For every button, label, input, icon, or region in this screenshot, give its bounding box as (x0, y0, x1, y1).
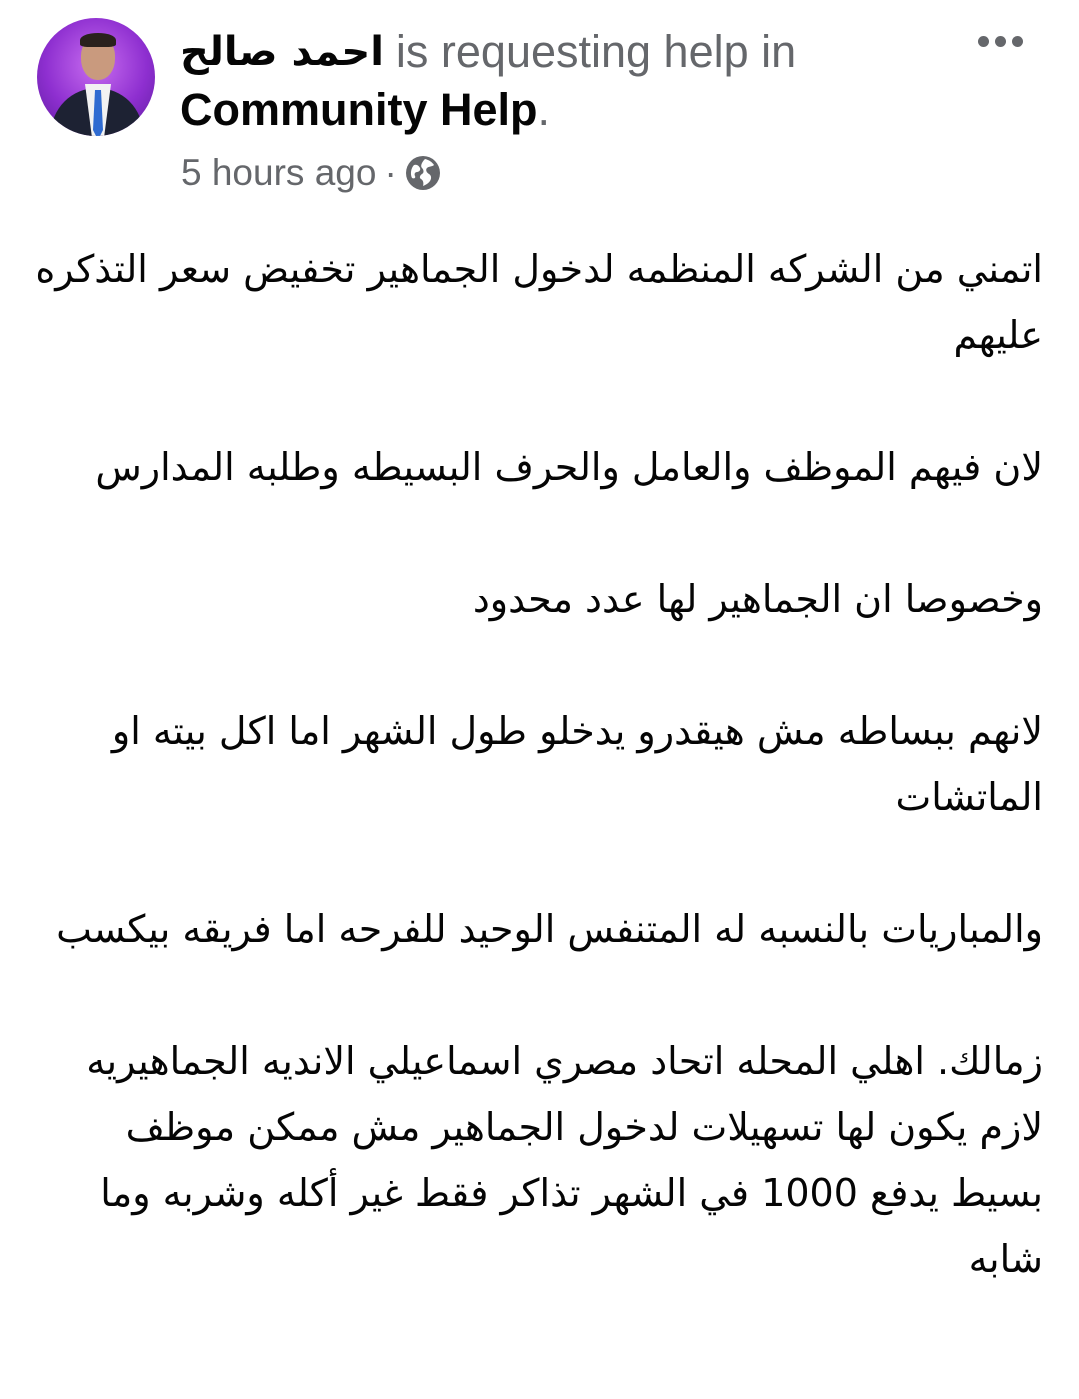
post-header (180, 22, 796, 82)
post-paragraph: وخصوصا ان الجماهير لها عدد محدود (472, 577, 1043, 621)
post-paragraph: لان فيهم الموظف والعامل والحرف البسيطه وطلبه المدارس (95, 445, 1043, 489)
avatar-hair (80, 33, 116, 47)
post-paragraph: لانهم ببساطه مش هيقدرو يدخلو طول الشهر اما اكل بيته او الماتشات (111, 709, 1043, 819)
post-meta (181, 150, 441, 196)
post-body (30, 236, 1043, 1292)
group-line (180, 80, 550, 140)
avatar[interactable] (37, 18, 155, 136)
more-options-icon[interactable] (970, 24, 1030, 58)
group-period: . (537, 84, 551, 135)
meta-separator: · (384, 152, 397, 193)
request-text: is requesting help in (395, 26, 797, 77)
author-name-link[interactable]: احمد صالح (180, 29, 384, 75)
globe-icon[interactable] (405, 155, 441, 191)
group-name-link[interactable]: Community Help (180, 84, 538, 135)
post-paragraph: زمالك. اهلي المحله اتحاد مصري اسماعيلي الانديه الجماهيريه لازم يكون لها تسهيلات لدخول الجماهير مش ممكن موظف بسيط يدفع 1000 في الشهر تذاكر فقط غير أكله وشربه وما شابه (86, 1039, 1043, 1281)
post-timestamp[interactable]: 5 hours ago (181, 152, 377, 193)
post-paragraph: والمباريات بالنسبه له المتنفس الوحيد للفرحه اما فريقه بيكسب (56, 907, 1043, 951)
post-paragraph: اتمني من الشركه المنظمه لدخول الجماهير تخفيض سعر التذكره عليهم (35, 247, 1043, 357)
